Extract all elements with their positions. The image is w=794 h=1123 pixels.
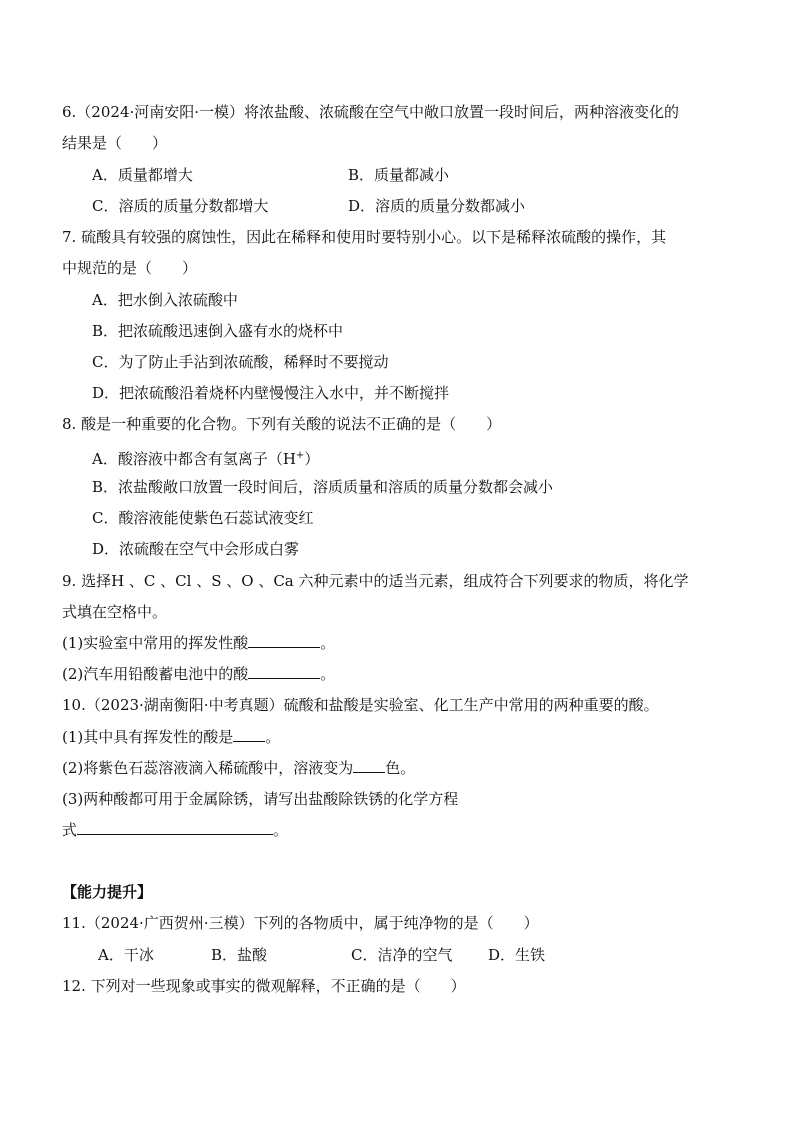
question-7-line-2: 中规范的是（ ） [62, 259, 198, 277]
sub-3b-text: 式 [62, 821, 78, 839]
question-8-line-1: 8. 酸是一种重要的化合物。下列有关酸的说法不正确的是（ ） [62, 415, 502, 433]
option-a-close: ） [304, 450, 320, 468]
question-10-sub-2 [62, 758, 415, 778]
question-8-option-b: B．浓盐酸敞口放置一段时间后，溶质质量和溶质的质量分数都会减小 [92, 478, 554, 496]
question-9-line-1: 9. 选择H 、C 、Cl 、S 、O 、Ca 六种元素中的适当元素，组成符合下列要求的物质，将化学 [62, 572, 689, 590]
question-8-option-c: C．酸溶液能使紫色石蕊试液变红 [92, 509, 314, 527]
sub-2-text: (2)将紫色石蕊溶液滴入稀硫酸中，溶液变为 [62, 759, 354, 777]
question-9-sub-1 [62, 633, 335, 653]
question-10-sub-3: (3)两种酸都可用于金属除锈，请写出盐酸除铁锈的化学方程 [62, 790, 459, 808]
answer-blank[interactable] [233, 727, 265, 742]
question-11-line-1: 11.（2024·广西贺州·三模）下列的各物质中，属于纯净物的是（ ） [62, 914, 539, 932]
question-12-line-1: 12. 下列对一些现象或事实的微观解释，不正确的是（ ） [62, 977, 466, 995]
question-8-option-a [92, 446, 319, 469]
question-6-option-d: D．溶质的质量分数都减小 [348, 197, 526, 215]
sub-1-text: (1)其中具有挥发性的酸是 [62, 728, 234, 746]
question-6-option-c: C．溶质的质量分数都增大 [92, 197, 269, 215]
question-10-sub-1 [62, 727, 280, 747]
option-a-text: A．酸溶液中都含有氢离子（H [92, 450, 296, 468]
question-10-sub-3-cont [62, 820, 288, 840]
sub-2-end: 色。 [385, 759, 416, 777]
answer-blank[interactable] [248, 664, 320, 679]
question-7-option-d: D．把浓硫酸沿着烧杯内壁慢慢注入水中，并不断搅拌 [92, 384, 450, 402]
question-9-sub-2 [62, 664, 335, 684]
question-11-option-d: D．生铁 [488, 946, 546, 964]
sub-2-text: (2)汽车用铅酸蓄电池中的酸 [62, 665, 249, 683]
answer-blank[interactable] [248, 633, 320, 648]
sub-2-end: 。 [320, 665, 336, 683]
question-11-option-c: C．洁净的空气 [351, 946, 453, 964]
question-11-options [0, 945, 794, 965]
answer-blank[interactable] [77, 820, 273, 835]
question-8-option-d: D．浓硫酸在空气中会形成白雾 [92, 540, 300, 558]
question-10-line-1: 10.（2023·湖南衡阳·中考真题）硫酸和盐酸是实验室、化工生产中常用的两种重要的酸。 [62, 696, 659, 714]
question-6-option-b: B．质量都减小 [348, 166, 450, 184]
question-6-line-2: 结果是（ ） [62, 134, 168, 152]
sub-3b-end: 。 [273, 821, 289, 839]
question-11-option-a: A．干冰 [98, 946, 154, 964]
question-7-line-1: 7. 硫酸具有较强的腐蚀性，因此在稀释和使用时要特别小心。以下是稀释浓硫酸的操作，其 [62, 228, 667, 246]
sub-1-end: 。 [265, 728, 281, 746]
answer-blank[interactable] [353, 758, 385, 773]
question-9-line-2: 式填在空格中。 [62, 603, 168, 621]
question-7-option-b: B．把浓硫酸迅速倒入盛有水的烧杯中 [92, 322, 344, 340]
hydrogen-ion-charge: + [295, 450, 305, 461]
question-7-option-c: C．为了防止手沾到浓硫酸，稀释时不要搅动 [92, 353, 389, 371]
question-11-option-b: B．盐酸 [211, 946, 268, 964]
sub-1-text: (1)实验室中常用的挥发性酸 [62, 634, 249, 652]
question-6-option-a: A．质量都增大 [92, 166, 193, 184]
question-7-option-a: A．把水倒入浓硫酸中 [92, 291, 238, 309]
sub-1-end: 。 [320, 634, 336, 652]
question-6-line-1: 6.（2024·河南安阳·一模）将浓盐酸、浓硫酸在空气中敞口放置一段时间后，两种溶液变化的 [62, 103, 680, 121]
section-heading: 【能力提升】 [62, 883, 153, 901]
